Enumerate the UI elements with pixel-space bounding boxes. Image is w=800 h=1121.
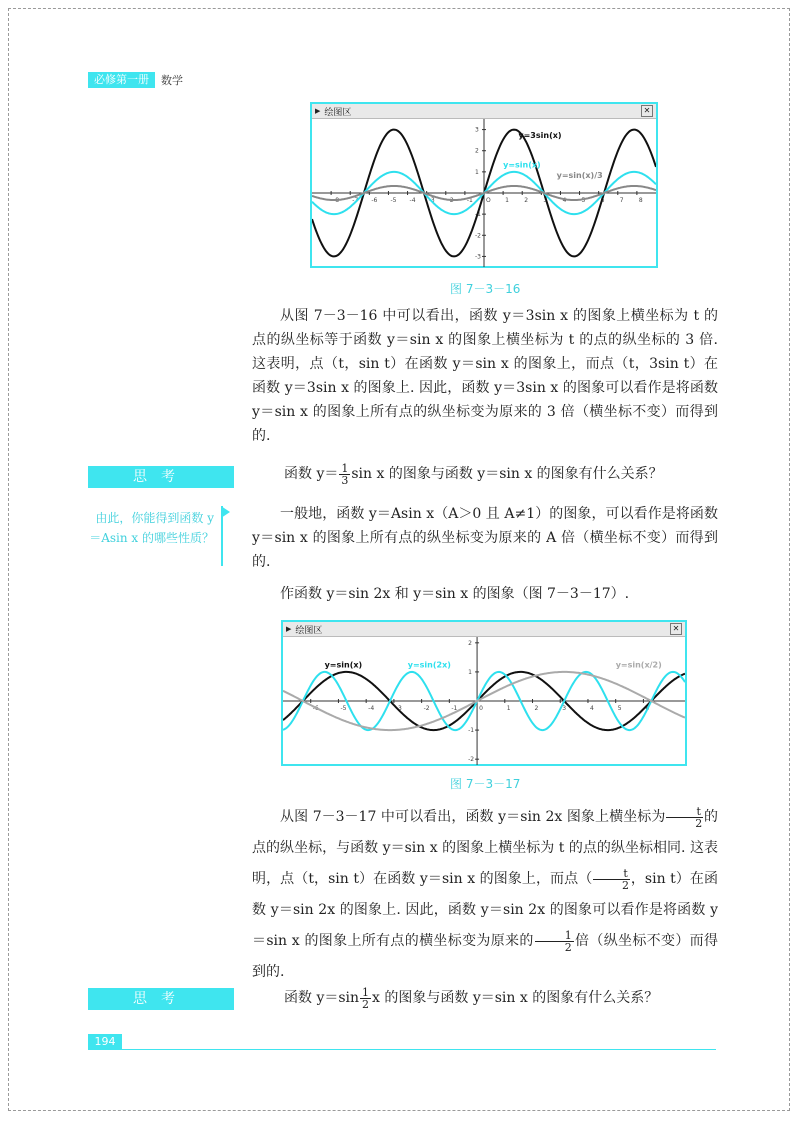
fraction-one-third [339, 463, 350, 486]
figure-caption-2: 图 7－3－17 [450, 777, 521, 791]
think-question-1 [252, 462, 718, 486]
book-tag: 必修第一册 [88, 72, 155, 88]
p4-a: 从图 7－3－17 中可以看出，函数 y＝sin 2x 图象上横坐标为 [280, 809, 666, 825]
page-footer [88, 1034, 716, 1050]
x-tick-label: 6 [645, 705, 650, 712]
x-tick-label: 5 [581, 197, 586, 204]
x-tick-label: -2 [423, 705, 430, 712]
x-tick-label: 5 [617, 705, 622, 712]
frac-den: 2 [362, 997, 370, 1011]
think-question-2-text [252, 986, 718, 1010]
x-tick-label: 3 [562, 705, 567, 712]
paragraph-3-text: 作函数 y＝sin 2x 和 y＝sin x 的图象（图 7－3－17）. [280, 586, 630, 602]
x-tick-label: 0 [479, 705, 483, 712]
y-tick-label: -2 [475, 232, 481, 240]
think2-post: x 的图象与函数 y＝sin x 的图象有什么关系？ [372, 990, 659, 1006]
frac-num: 1 [341, 461, 349, 475]
frac-num: 1 [535, 930, 574, 942]
series-label: y=sin(2x) [407, 660, 451, 670]
plot-title-2: 绘图区 [295, 625, 323, 636]
x-tick-label: -6 [312, 705, 319, 712]
x-tick-label: 8 [638, 197, 643, 204]
y-tick-label: 2 [468, 639, 472, 647]
x-tick-label: -5 [340, 705, 347, 712]
x-tick-label: -8 [333, 197, 340, 204]
fraction-t-over-2 [593, 868, 629, 891]
paragraph-2 [252, 502, 718, 574]
x-tick-label: -1 [466, 197, 473, 204]
p4-d: 倍（纵坐标不变）而得到的. [252, 933, 718, 980]
paragraph-3 [252, 582, 718, 606]
think-label-2: 思考 [88, 988, 234, 1010]
x-tick-label: 6 [600, 197, 605, 204]
y-tick-label: -1 [468, 727, 475, 735]
fraction-t-over-2 [666, 806, 702, 829]
paragraph-4 [252, 802, 718, 988]
think2-pre: 函数 y＝sin [284, 990, 360, 1006]
running-header [88, 72, 183, 88]
x-tick-label: 2 [534, 705, 539, 712]
think1-post: sin x 的图象与函数 y＝sin x 的图象有什么关系？ [351, 466, 663, 482]
y-tick-label: -2 [468, 756, 475, 764]
paragraph-1-text: 从图 7－3－16 中可以看出，函数 y＝3sin x 的图象上横坐标为 t 的点的纵坐标等于函数 y＝sin x 的图象上横坐标为 t 的点的纵坐标的 3 倍. 这表明，点（t，sin t）在函数 y＝sin x 的图象上，而点（t，3sin t）在函数 y＝3sin x 的图象上. 因此，函数 y＝3sin x 的图象可以看作是将函数 y＝sin x 的图象上所有点的纵坐标变为原来的 3 倍（横坐标不变）而得到的. [252, 308, 718, 444]
fraction-one-half [360, 987, 371, 1010]
x-tick-label: -1 [451, 705, 458, 712]
series-label: y=sin(x) [503, 160, 541, 170]
p4-c: ，sin t）在函数 y＝sin 2x 的图象上. 因此，函数 y＝sin 2x 的图象可以看作是将函数 y＝sin x 的图象上所有点的横坐标变为原来的 [252, 871, 718, 949]
frac-den: 3 [341, 473, 349, 487]
footer-rule [122, 1049, 716, 1050]
frac-num: t [666, 806, 702, 818]
chart-1 [312, 119, 656, 267]
figure-caption-1: 图 7－3－16 [450, 282, 521, 296]
plot-window-2 [281, 620, 687, 766]
page-number: 194 [88, 1034, 122, 1050]
subject-label: 数学 [161, 74, 183, 87]
close-icon[interactable]: ✕ [670, 623, 682, 635]
frac-num: 1 [362, 985, 370, 999]
x-tick-label: O [486, 197, 491, 204]
collapse-arrow-icon[interactable]: ▶ [286, 625, 292, 633]
plot-title-1: 绘图区 [324, 107, 352, 118]
paragraph-1 [252, 304, 718, 448]
side-pointer-icon [221, 506, 230, 518]
paragraph-4-text [252, 802, 718, 988]
y-tick-label: -1 [475, 211, 481, 219]
close-icon[interactable]: ✕ [641, 105, 653, 117]
frac-den: 2 [695, 816, 703, 830]
x-tick-label: -6 [371, 197, 378, 204]
frac-den: 2 [564, 940, 572, 954]
x-tick-label: 7 [619, 197, 624, 204]
series-label: y=sin(x/2) [615, 660, 662, 670]
x-tick-label: 2 [524, 197, 529, 204]
series-label: y=sin(x) [324, 660, 363, 670]
series-label: y=3sin(x) [518, 131, 562, 141]
y-tick-label: 1 [468, 668, 472, 676]
plot-titlebar-2 [283, 622, 685, 637]
y-tick-label: 1 [475, 168, 479, 176]
x-tick-label: 4 [589, 705, 594, 712]
side-note: 由此，你能得到函数 y＝Asin x 的哪些性质？ [89, 511, 214, 545]
think-question-2 [252, 986, 718, 1010]
y-tick-label: -3 [475, 253, 481, 261]
y-tick-label: 2 [475, 147, 479, 155]
series-label: y=sin(x)/3 [556, 171, 603, 181]
frac-num: t [593, 868, 629, 880]
x-tick-label: -5 [390, 197, 397, 204]
p4-b: 的点的纵坐标，与函数 y＝sin x 的图象上横坐标为 t 的点的纵坐标相同. 这表明，点（t，sin t）在函数 y＝sin x 的图象上，而点（ [252, 809, 718, 887]
paragraph-2-text: 一般地，函数 y＝Asin x（A＞0 且 A≠1）的图象，可以看作是将函数 y＝sin x 的图象上所有点的纵坐标变为原来的 A 倍（横坐标不变）而得到的. [252, 506, 718, 570]
x-tick-label: 4 [562, 197, 567, 204]
frac-den: 2 [622, 878, 630, 892]
plot-titlebar-1 [312, 104, 656, 119]
x-tick-label: -4 [368, 705, 375, 712]
think1-pre: 函数 y＝ [284, 466, 339, 482]
chart-2 [283, 637, 685, 765]
x-tick-label: 3 [543, 197, 548, 204]
fraction-one-half [535, 930, 574, 953]
x-tick-label: -4 [409, 197, 416, 204]
x-tick-label: 1 [506, 705, 511, 712]
x-tick-label: -7 [352, 197, 359, 204]
x-tick-label: -3 [428, 197, 435, 204]
x-tick-label: -3 [395, 705, 402, 712]
y-tick-label: 3 [475, 126, 479, 134]
think-question-1-text [252, 462, 718, 486]
x-tick-label: 1 [505, 197, 509, 204]
plot-window-1 [310, 102, 658, 268]
think-label-1: 思考 [88, 466, 234, 488]
x-tick-label: -2 [447, 197, 454, 204]
collapse-arrow-icon[interactable]: ▶ [315, 107, 321, 115]
